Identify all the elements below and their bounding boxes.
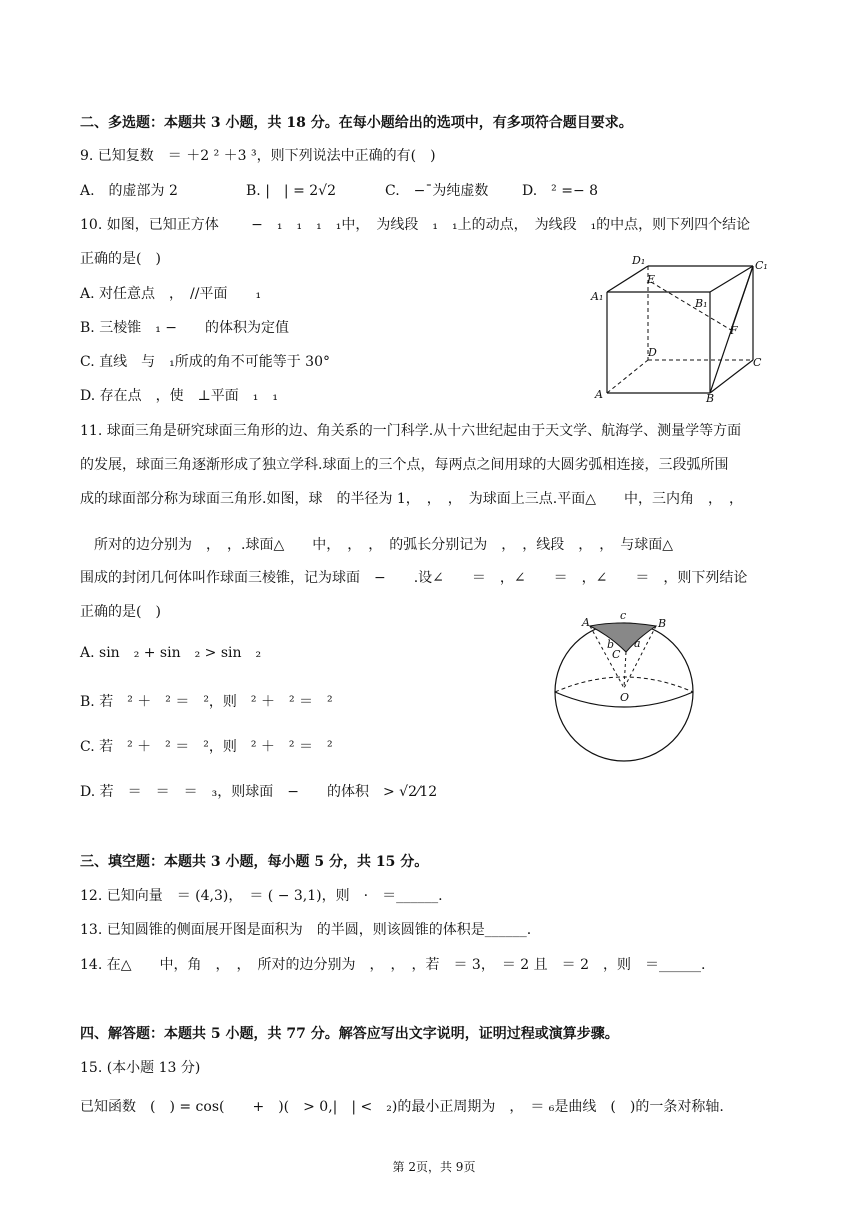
section-multiple-choice-heading: 二、多选题：本题共 3 小题，共 18 分。在每小题给出的选项中，有多项符合题目要求。 <box>80 115 633 131</box>
q15-body: 已知函数 ( ) = cos( + )( > 0,| | < ₂)的最小正周期为 ， ＝ ₆是曲线 ( )的一条对称轴. <box>80 1099 724 1115</box>
sphere-label-a: A <box>582 616 590 629</box>
q9-stem: 9. 已知复数 ＝ ＋2 ² ＋3 ³，则下列说法中正确的有( ) <box>80 148 436 164</box>
q11-line5: 围成的封闭几何体叫作球面三棱锥，记为球面 − .设∠ ＝ ，∠ ＝ ，∠ ＝ ，则下列结论 <box>80 570 748 586</box>
page-footer: 第 2页，共 9页 <box>392 1160 476 1174</box>
q9-option-c: C. −¯为纯虚数 <box>385 183 489 199</box>
section-solution-heading: 四、解答题：本题共 5 小题，共 77 分。解答应写出文字说明，证明过程或演算步骤。 <box>80 1026 619 1042</box>
cube-label-d: D <box>648 346 657 359</box>
q10-option-a: A. 对任意点 ， //平面 ₁ <box>80 286 262 302</box>
sphere-label-a-arc: a <box>634 637 641 650</box>
cube-label-d1: D₁ <box>632 254 646 267</box>
q10-stem-line2: 正确的是( ) <box>80 251 161 267</box>
q10-stem-line1: 10. 如图，已知正方体 − ₁ ₁ ₁ ₁中， 为线段 ₁ ₁上的动点， 为线段 ₁的中点，则下列四个结论 <box>80 217 751 233</box>
sphere-label-c: C <box>612 648 621 661</box>
q11-line4: 所对的边分别为 ， ，.球面△ 中， ， ， 的弧长分别记为 ， ，线段 ， ， 与球面△ <box>80 537 673 553</box>
q13-text: 13. 已知圆锥的侧面展开图是面积为 的半圆，则该圆锥的体积是______. <box>80 922 532 938</box>
q11-option-b: B. 若 ² ＋ ² ＝ ²，则 ² ＋ ² ＝ ² <box>80 694 333 710</box>
cube-label-a: A <box>595 388 603 401</box>
q10-option-b: B. 三棱锥 ₁ − 的体积为定值 <box>80 320 289 336</box>
cube-vertex-labels <box>590 254 768 405</box>
q9-option-a: A. 的虚部为 2 <box>80 183 178 199</box>
cube-label-a1: A₁ <box>591 290 604 303</box>
q11-option-a: A. sin ₂ + sin ₂ > sin ₂ <box>80 645 262 661</box>
cube-figure <box>585 250 775 405</box>
q11-line2: 的发展，球面三角逐渐形成了独立学科.球面上的三个点，每两点之间用球的大圆劣弧相连接，三段弧所围 <box>80 457 729 473</box>
cube-label-f: F <box>730 324 738 337</box>
sphere-figure <box>548 608 700 763</box>
q12-text: 12. 已知向量 ＝ (4,3)， ＝ ( − 3,1)，则 · ＝______. <box>80 888 443 904</box>
q11-line3: 成的球面部分称为球面三角形.如图，球 的半径为 1， ， ， 为球面上三点.平面△ 中，三内角 ， ， <box>80 491 744 507</box>
cube-label-c1: C₁ <box>755 259 768 272</box>
q10-option-d: D. 存在点 ，使 ⊥平面 ₁ ₁ <box>80 388 279 404</box>
sphere-label-b-arc: b <box>607 638 615 651</box>
cube-label-b1: B₁ <box>695 297 708 310</box>
q9-option-d: D. ² =− 8 <box>522 183 599 199</box>
q14-text: 14. 在△ 中，角 ， ， 所对的边分别为 ， ， ，若 ＝ 3， ＝ 2 且 ＝ 2 ，则 ＝______. <box>80 957 706 973</box>
sphere-label-b: B <box>658 617 667 630</box>
cube-label-c: C <box>753 356 762 369</box>
q10-option-c: C. 直线 与 ₁所成的角不可能等于 30° <box>80 354 330 370</box>
q11-option-d: D. 若 ＝ ＝ ＝ ₃，则球面 − 的体积 > √2⁄12 <box>80 784 438 800</box>
q11-line6: 正确的是( ) <box>80 604 161 620</box>
sphere-label-c-arc: c <box>620 609 627 622</box>
q11-option-c: C. 若 ² ＋ ² ＝ ²，则 ² ＋ ² ＝ ² <box>80 739 333 755</box>
q11-line1: 11. 球面三角是研究球面三角形的边、角关系的一门科学.从十六世纪起由于天文学、航海学、测量学等方面 <box>80 423 742 439</box>
sphere-label-o: O <box>620 691 630 704</box>
cube-label-b: B <box>706 392 715 405</box>
q15-heading: 15. (本小题 13 分) <box>80 1060 201 1076</box>
cube-label-e: E <box>647 273 656 286</box>
q9-option-b: B. | | = 2√2 <box>246 183 336 199</box>
section-fill-in-heading: 三、填空题：本题共 3 小题，每小题 5 分，共 15 分。 <box>80 854 429 870</box>
